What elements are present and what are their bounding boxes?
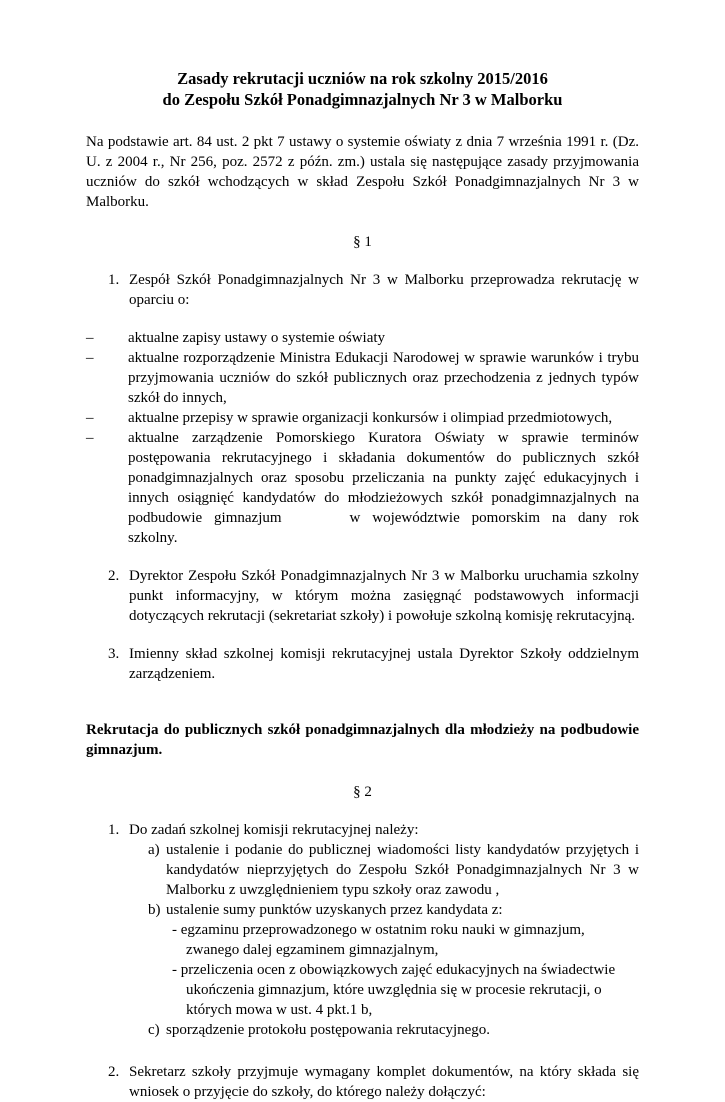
section-2-item-2 xyxy=(86,1062,639,1102)
section-1-item-2 xyxy=(86,566,639,626)
item-number: 2. xyxy=(108,568,120,584)
list-item-text: aktualne rozporządzenie Ministra Edukacji Narodowej w sprawie warunków i trybu przyjmowania uczniów do szkół publicznych oraz przechodzenia z jednych typów szkół do innych, xyxy=(128,350,639,406)
legal-basis-list xyxy=(86,328,639,548)
subitem-b xyxy=(86,900,639,920)
subitem-text: sporządzenie protokołu postępowania rekrutacyjnego. xyxy=(166,1022,491,1038)
section-2-list xyxy=(86,820,639,1102)
section-1-list xyxy=(86,270,639,310)
subitem-letter: c) xyxy=(148,1022,160,1038)
subitem-letter: b) xyxy=(148,902,161,918)
document-title xyxy=(86,68,639,110)
item-text: Do zadań szkolnej komisji rekrutacyjnej należy: xyxy=(129,822,419,838)
title-line-2: do Zespołu Szkół Ponadgimnazjalnych Nr 3 w Malborku xyxy=(162,90,563,109)
list-item-text: aktualne przepisy w sprawie organizacji konkursów i olimpiad przedmiotowych, xyxy=(128,410,613,426)
section-2-mark: § 2 xyxy=(353,784,372,800)
sub-point: - egzaminu przeprowadzonego w ostatnim roku nauki w gimnazjum, zwanego dalej egzaminem gimnazjalnym, xyxy=(172,922,585,958)
dash-bullet: – xyxy=(86,410,94,426)
subitem-text: ustalenie i podanie do publicznej wiadomości listy kandydatów przyjętych i kandydatów nieprzyjętych do Zespołu Szkół Ponadgimnazjalnych Nr 3 w Malborku z uwzględnieniem typu szkoły oraz zawodu , xyxy=(166,842,639,898)
section-1-item-3 xyxy=(86,644,639,684)
item-text: Sekretarz szkoły przyjmuje wymagany komplet dokumentów, na który składa się wniosek o przyjęcie do szkoły, do którego należy dołączyć: xyxy=(129,1064,639,1100)
section-1-item-1 xyxy=(86,270,639,310)
list-item xyxy=(86,328,639,348)
item-number: 1. xyxy=(108,822,120,838)
item-number: 1. xyxy=(108,272,120,288)
item-text: Dyrektor Zespołu Szkół Ponadgimnazjalnych Nr 3 w Malborku uruchamia szkolny punkt informacyjny, w którym można zasięgnąć podstawowych informacji dotyczących rekrutacji (sekretariat szkoły) i powołuje szkolną komisję rekrutacyjną. xyxy=(129,568,639,624)
item-text: Zespół Szkół Ponadgimnazjalnych Nr 3 w Malborku przeprowadza rekrutację w oparciu o: xyxy=(129,272,639,308)
list-item xyxy=(86,408,639,428)
dash-bullet: – xyxy=(86,430,94,446)
list-item-text: aktualne zapisy ustawy o systemie oświaty xyxy=(128,330,386,346)
item-number: 2. xyxy=(108,1064,120,1080)
item-text: Imienny skład szkolnej komisji rekrutacyjnej ustala Dyrektor Szkoły oddzielnym zarządzeniem. xyxy=(129,646,639,682)
subitem-a xyxy=(86,840,639,900)
sub-point: - przeliczenia ocen z obowiązkowych zajęć edukacyjnych na świadectwie ukończenia gimnazjum, które uwzględnia się w procesie rekrutacji, o których mowa w ust. 4 pkt.1 b, xyxy=(172,962,616,1018)
dash-bullet: – xyxy=(86,330,94,346)
section-1-mark: § 1 xyxy=(353,234,372,250)
subitem-text: ustalenie sumy punktów uzyskanych przez kandydata z: xyxy=(166,902,503,918)
list-item-text: aktualne zarządzenie Pomorskiego Kuratora Oświaty w sprawie terminów postępowania rekrutacyjnego i składania dokumentów do publicznych szkół ponadgimnazjalnych oraz sposobu przeliczania na punkty zajęć edukacyjnych i innych osiągnięć kandydatów do młodzieżowych szkół ponadgimnazjalnych na podbudowie gimnazjum xyxy=(128,430,639,526)
intro-paragraph: Na podstawie art. 84 ust. 2 pkt 7 ustawy o systemie oświaty z dnia 7 września 1991 r. (Dz. U. z 2004 r., Nr 256, poz. 2572 z późn. zm.) ustala się następujące zasady przyjmowania uczniów do szkół wchodzących w skład Zespołu Szkół Ponadgimnazjalnych Nr 3 w Malborku. xyxy=(86,134,639,210)
list-item xyxy=(86,348,639,408)
section-heading: Rekrutacja do publicznych szkół ponadgimnazjalnych dla młodzieży na podbudowie gimnazjum. xyxy=(86,722,639,758)
subitem-letter: a) xyxy=(148,842,160,858)
subitem-c xyxy=(86,1020,639,1040)
section-1-list-continued xyxy=(86,566,639,684)
list-item-text-continued: w województwie pomorskim na dany rok szkolny. xyxy=(128,510,639,546)
item-number: 3. xyxy=(108,646,120,662)
section-2-item-1 xyxy=(86,820,639,840)
dash-bullet: – xyxy=(86,350,94,366)
title-line-1: Zasady rekrutacji uczniów na rok szkolny 2015/2016 xyxy=(177,69,548,88)
list-item xyxy=(86,428,639,548)
